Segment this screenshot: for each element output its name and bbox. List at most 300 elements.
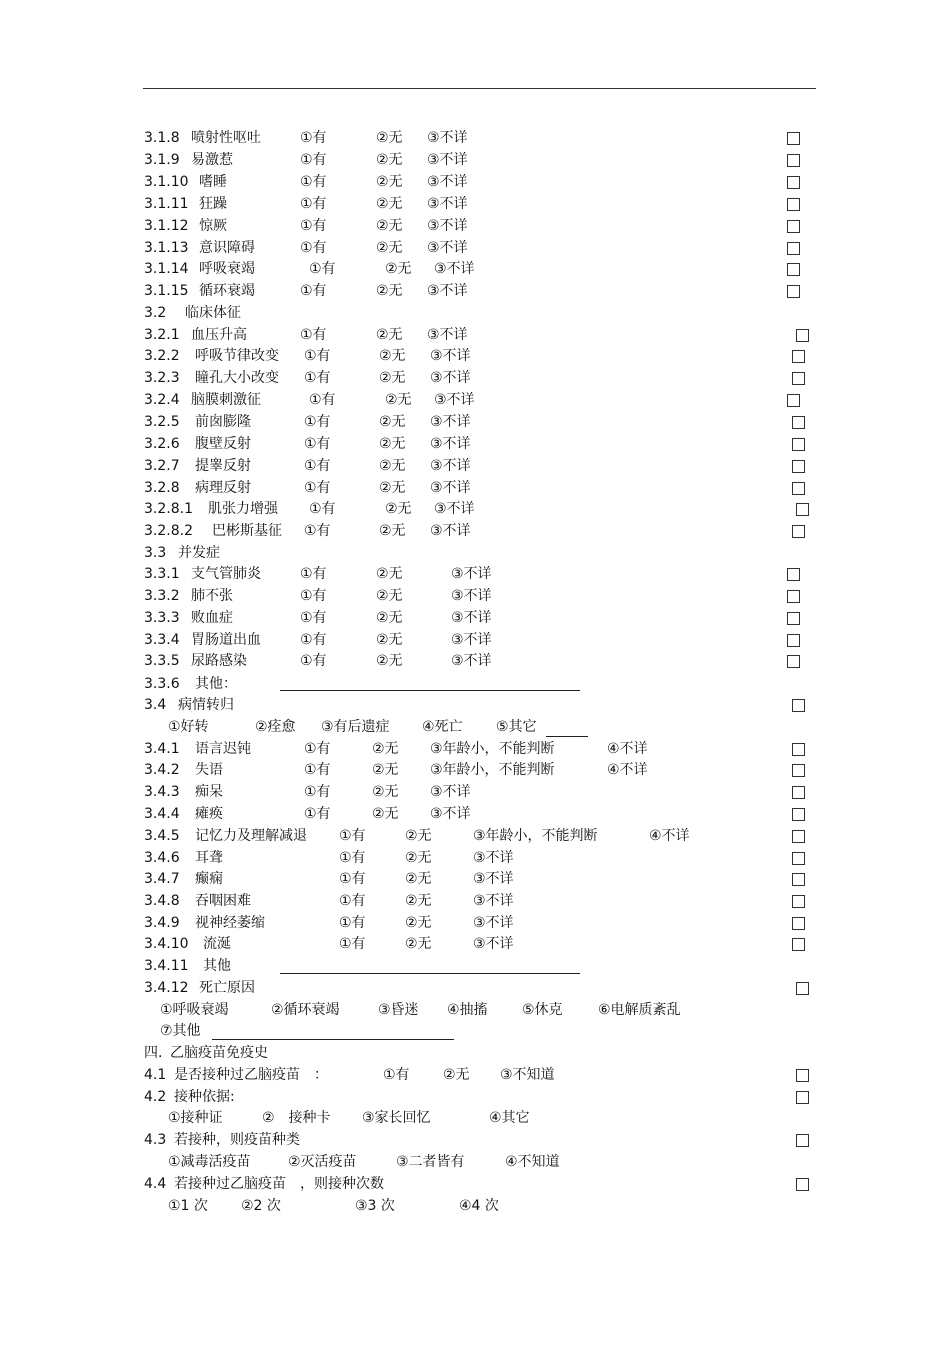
item-label: 提睾反射 xyxy=(195,458,251,474)
page-header-rule xyxy=(143,88,816,89)
answer-option[interactable]: ③年龄小，不能判断 xyxy=(430,741,555,757)
answer-checkbox[interactable] xyxy=(787,568,800,581)
item-number: 4.3 xyxy=(144,1132,167,1148)
answer-checkbox[interactable] xyxy=(787,154,800,167)
item-number: 3.4.7 xyxy=(144,871,180,887)
answer-option[interactable]: ①有 xyxy=(304,436,331,452)
item-number: 4.1 xyxy=(144,1067,167,1083)
answer-checkbox[interactable] xyxy=(792,699,805,712)
answer-option[interactable]: ②无 xyxy=(376,240,403,256)
answer-option[interactable]: ③不详 xyxy=(451,588,492,604)
item-label: 流涎 xyxy=(203,936,231,952)
answer-option[interactable]: ③不详 xyxy=(427,196,468,212)
answer-option[interactable]: ①有 xyxy=(300,240,327,256)
answer-option[interactable]: ①有 xyxy=(300,130,327,146)
answer-checkbox[interactable] xyxy=(796,503,809,516)
answer-option[interactable]: ①有 xyxy=(300,283,327,299)
answer-checkbox[interactable] xyxy=(792,372,805,385)
answer-option[interactable]: ②无 xyxy=(372,806,399,822)
form-row xyxy=(0,826,950,846)
answer-option[interactable]: ③不详 xyxy=(473,915,514,931)
item-label: 若接种过乙脑疫苗 ，则接种次数 xyxy=(174,1176,384,1192)
item-number: 3.2 xyxy=(144,305,167,321)
item-number: 3.1.13 xyxy=(144,240,189,256)
answer-option[interactable]: ④其它 xyxy=(489,1110,530,1126)
item-label: 瞳孔大小改变 xyxy=(195,370,279,386)
item-label: 肌张力增强 xyxy=(208,501,278,517)
answer-option[interactable]: ②无 xyxy=(376,196,403,212)
answer-option[interactable]: ②无 xyxy=(379,348,406,364)
answer-option[interactable]: ①有 xyxy=(339,850,366,866)
form-row xyxy=(0,804,950,824)
answer-option[interactable]: ② 接种卡 xyxy=(262,1110,331,1126)
item-number: 3.4.12 xyxy=(144,980,189,996)
answer-option[interactable]: ③昏迷 xyxy=(378,1002,419,1018)
item-number: 3.4.4 xyxy=(144,806,180,822)
item-number: 3.4.11 xyxy=(144,958,189,974)
item-label: 癫痫 xyxy=(195,871,223,887)
form-row xyxy=(0,934,950,954)
form-row xyxy=(0,259,950,279)
item-label: 尿路感染 xyxy=(191,653,247,669)
form-row xyxy=(0,782,950,802)
item-number: 3.4.5 xyxy=(144,828,180,844)
answer-option[interactable]: ③不详 xyxy=(430,436,471,452)
item-label: 记忆力及理解减退 xyxy=(195,828,307,844)
form-row xyxy=(0,478,950,498)
answer-option[interactable]: ②2 次 xyxy=(241,1198,281,1214)
item-number: 3.4 xyxy=(144,697,167,713)
answer-checkbox[interactable] xyxy=(792,852,805,865)
answer-option[interactable]: ②无 xyxy=(379,523,406,539)
form-row xyxy=(0,346,950,366)
answer-option[interactable]: ⑦其他 xyxy=(160,1023,201,1039)
answer-option[interactable]: ③不详 xyxy=(473,871,514,887)
item-label: 死亡原因 xyxy=(199,980,255,996)
answer-option[interactable]: ③不详 xyxy=(434,392,475,408)
answer-option[interactable]: ③不详 xyxy=(427,240,468,256)
answer-option[interactable]: ③不详 xyxy=(427,283,468,299)
item-number: 3.3.6 xyxy=(144,676,180,692)
answer-option[interactable]: ②无 xyxy=(379,414,406,430)
item-label: 脑膜刺激征 xyxy=(191,392,261,408)
answer-option[interactable]: ②无 xyxy=(379,370,406,386)
answer-checkbox[interactable] xyxy=(792,873,805,886)
item-number: 3.1.10 xyxy=(144,174,189,190)
answer-option[interactable]: ④不知道 xyxy=(505,1154,560,1170)
answer-option[interactable]: ②无 xyxy=(443,1067,470,1083)
answer-option[interactable]: ①有 xyxy=(300,632,327,648)
form-row xyxy=(0,1108,950,1128)
answer-option[interactable]: ②无 xyxy=(376,327,403,343)
answer-option[interactable]: ①有 xyxy=(304,784,331,800)
answer-option[interactable]: ①减毒活疫苗 xyxy=(168,1154,251,1170)
answer-option[interactable]: ①有 xyxy=(304,806,331,822)
answer-option[interactable]: ③不知道 xyxy=(500,1067,555,1083)
answer-option[interactable]: ②无 xyxy=(376,610,403,626)
answer-option[interactable]: ③不详 xyxy=(427,130,468,146)
answer-option[interactable]: ③不详 xyxy=(473,893,514,909)
answer-option[interactable]: ①有 xyxy=(300,218,327,234)
form-row xyxy=(0,368,950,388)
form-row xyxy=(0,521,950,541)
form-row xyxy=(0,128,950,148)
answer-option[interactable]: ①1 次 xyxy=(168,1198,208,1214)
answer-checkbox[interactable] xyxy=(792,786,805,799)
answer-option[interactable]: ②无 xyxy=(376,588,403,604)
answer-option[interactable]: ③不详 xyxy=(430,784,471,800)
form-row xyxy=(0,1043,950,1063)
answer-option[interactable]: ②无 xyxy=(385,501,412,517)
item-number: 3.4.10 xyxy=(144,936,189,952)
item-label: 前囱膨隆 xyxy=(195,414,251,430)
item-number: 3.1.14 xyxy=(144,261,189,277)
answer-checkbox[interactable] xyxy=(787,176,800,189)
answer-option[interactable]: ②无 xyxy=(379,458,406,474)
answer-option[interactable]: ①有 xyxy=(304,370,331,386)
item-number: 3.1.8 xyxy=(144,130,180,146)
item-label: 其他 xyxy=(203,958,231,974)
answer-option[interactable]: ①有 xyxy=(300,653,327,669)
answer-option[interactable]: ①呼吸衰竭 xyxy=(160,1002,229,1018)
fill-in-blank-line[interactable] xyxy=(280,690,580,691)
answer-checkbox[interactable] xyxy=(796,329,809,342)
item-number: 3.3.5 xyxy=(144,653,180,669)
answer-option[interactable]: ②无 xyxy=(405,850,432,866)
answer-option[interactable]: ③不详 xyxy=(451,632,492,648)
answer-option[interactable]: ③不详 xyxy=(430,806,471,822)
item-label: 痴呆 xyxy=(195,784,223,800)
answer-option[interactable]: ②无 xyxy=(379,436,406,452)
answer-checkbox[interactable] xyxy=(796,1091,809,1104)
item-label: 腹壁反射 xyxy=(195,436,251,452)
item-label: 嗜睡 xyxy=(199,174,227,190)
form-row xyxy=(0,216,950,236)
item-label: 耳聋 xyxy=(195,850,223,866)
answer-option[interactable]: ①有 xyxy=(383,1067,410,1083)
answer-option[interactable]: ③不详 xyxy=(430,414,471,430)
answer-checkbox[interactable] xyxy=(787,263,800,276)
answer-checkbox[interactable] xyxy=(796,1178,809,1191)
form-row xyxy=(0,630,950,650)
answer-checkbox[interactable] xyxy=(792,460,805,473)
item-label: 呼吸节律改变 xyxy=(195,348,279,364)
answer-option[interactable]: ②无 xyxy=(405,915,432,931)
answer-checkbox[interactable] xyxy=(792,938,805,951)
answer-option[interactable]: ①有 xyxy=(300,588,327,604)
answer-option[interactable]: ③不详 xyxy=(430,480,471,496)
item-label: 血压升高 xyxy=(191,327,247,343)
item-number: 3.2.1 xyxy=(144,327,180,343)
item-number: 3.2.7 xyxy=(144,458,180,474)
item-label: 其他： xyxy=(195,676,237,692)
answer-option[interactable]: ②无 xyxy=(376,653,403,669)
answer-option[interactable]: ③不详 xyxy=(430,370,471,386)
answer-option[interactable]: ①有 xyxy=(339,828,366,844)
item-label: 瘫痪 xyxy=(195,806,223,822)
answer-option[interactable]: ④抽搐 xyxy=(447,1002,488,1018)
answer-option[interactable]: ①有 xyxy=(304,458,331,474)
form-row xyxy=(0,194,950,214)
item-label: 循环衰竭 xyxy=(199,283,255,299)
form-row xyxy=(0,913,950,933)
answer-option[interactable]: ②无 xyxy=(405,893,432,909)
answer-option[interactable]: ①接种证 xyxy=(168,1110,223,1126)
answer-option[interactable]: ③不详 xyxy=(427,174,468,190)
answer-option[interactable]: ③有后遗症 xyxy=(321,719,390,735)
item-label: 是否接种过乙脑疫苗 ： xyxy=(174,1067,328,1083)
item-number: 3.2.5 xyxy=(144,414,180,430)
item-label: 失语 xyxy=(195,762,223,778)
answer-option[interactable]: ③不详 xyxy=(430,458,471,474)
item-label: 若接种，则疫苗种类 xyxy=(174,1132,300,1148)
answer-checkbox[interactable] xyxy=(787,590,800,603)
form-row xyxy=(0,238,950,258)
answer-option[interactable]: ②无 xyxy=(376,566,403,582)
answer-option[interactable]: ③不详 xyxy=(451,566,492,582)
answer-checkbox[interactable] xyxy=(792,808,805,821)
form-row xyxy=(0,281,950,301)
answer-option[interactable]: ③二者皆有 xyxy=(396,1154,465,1170)
item-number: 3.3 xyxy=(144,545,167,561)
item-label: 并发症 xyxy=(178,545,220,561)
answer-option[interactable]: ⑥电解质紊乱 xyxy=(598,1002,681,1018)
item-number: 3.4.2 xyxy=(144,762,180,778)
answer-option[interactable]: ①有 xyxy=(304,741,331,757)
item-number: 3.3.3 xyxy=(144,610,180,626)
item-label: 视神经萎缩 xyxy=(195,915,265,931)
answer-option[interactable]: ①好转 xyxy=(168,719,209,735)
answer-option[interactable]: ②无 xyxy=(376,632,403,648)
answer-option[interactable]: ③不详 xyxy=(430,523,471,539)
answer-option[interactable]: ②痊愈 xyxy=(255,719,296,735)
item-number: 3.1.12 xyxy=(144,218,189,234)
answer-option[interactable]: ①有 xyxy=(300,152,327,168)
form-row xyxy=(0,456,950,476)
form-row xyxy=(0,1152,950,1172)
answer-option[interactable]: ②无 xyxy=(376,283,403,299)
item-label: 意识障碍 xyxy=(199,240,255,256)
item-number: 3.2.8.1 xyxy=(144,501,193,517)
form-row xyxy=(0,1196,950,1216)
item-number: 3.1.15 xyxy=(144,283,189,299)
answer-option[interactable]: ①有 xyxy=(300,566,327,582)
answer-option[interactable]: ②无 xyxy=(376,218,403,234)
item-label: 胃肠道出血 xyxy=(191,632,261,648)
answer-option[interactable]: ④不详 xyxy=(607,741,648,757)
answer-checkbox[interactable] xyxy=(792,350,805,363)
answer-checkbox[interactable] xyxy=(787,242,800,255)
answer-option[interactable]: ①有 xyxy=(300,610,327,626)
answer-option[interactable]: ④不详 xyxy=(649,828,690,844)
item-label: 吞咽困难 xyxy=(195,893,251,909)
answer-checkbox[interactable] xyxy=(787,655,800,668)
answer-option[interactable]: ①有 xyxy=(304,523,331,539)
answer-option[interactable]: ③3 次 xyxy=(355,1198,395,1214)
item-number: 3.4.1 xyxy=(144,741,180,757)
item-number: 3.2.8.2 xyxy=(144,523,193,539)
item-number: 3.3.4 xyxy=(144,632,180,648)
form-row xyxy=(0,608,950,628)
item-label: 支气管肺炎 xyxy=(191,566,261,582)
answer-option[interactable]: ①有 xyxy=(339,893,366,909)
form-row xyxy=(0,891,950,911)
answer-option[interactable]: ③年龄小，不能判断 xyxy=(430,762,555,778)
item-number: 3.2.3 xyxy=(144,370,180,386)
answer-option[interactable]: ③不详 xyxy=(473,850,514,866)
fill-in-blank-line[interactable] xyxy=(546,736,588,737)
answer-checkbox[interactable] xyxy=(792,416,805,429)
form-row xyxy=(0,848,950,868)
answer-checkbox[interactable] xyxy=(787,634,800,647)
form-row xyxy=(0,434,950,454)
item-label: 呼吸衰竭 xyxy=(199,261,255,277)
answer-option[interactable]: ③不详 xyxy=(427,218,468,234)
answer-checkbox[interactable] xyxy=(792,830,805,843)
answer-option[interactable]: ②无 xyxy=(405,936,432,952)
answer-option[interactable]: ④死亡 xyxy=(422,719,463,735)
answer-option[interactable]: ⑤休克 xyxy=(522,1002,563,1018)
item-label: 语言迟钝 xyxy=(195,741,251,757)
item-number: 3.4.3 xyxy=(144,784,180,800)
item-number: 3.1.9 xyxy=(144,152,180,168)
form-row xyxy=(0,412,950,432)
answer-checkbox[interactable] xyxy=(787,612,800,625)
form-row xyxy=(0,1000,950,1020)
item-number: 3.2.2 xyxy=(144,348,180,364)
answer-option[interactable]: ②无 xyxy=(385,261,412,277)
answer-option[interactable]: ②无 xyxy=(376,152,403,168)
form-row xyxy=(0,390,950,410)
item-label: 败血症 xyxy=(191,610,233,626)
item-label: 狂躁 xyxy=(199,196,227,212)
item-number: 4.2 xyxy=(144,1089,167,1105)
form-row xyxy=(0,869,950,889)
answer-checkbox[interactable] xyxy=(792,482,805,495)
item-label: 病理反射 xyxy=(195,480,251,496)
answer-checkbox[interactable] xyxy=(792,743,805,756)
answer-option[interactable]: ②无 xyxy=(376,130,403,146)
answer-checkbox[interactable] xyxy=(787,394,800,407)
form-row xyxy=(0,586,950,606)
answer-option[interactable]: ③不详 xyxy=(451,610,492,626)
answer-option[interactable]: ①有 xyxy=(309,392,336,408)
item-label: 惊厥 xyxy=(199,218,227,234)
form-row xyxy=(0,674,950,694)
answer-option[interactable]: ①有 xyxy=(304,480,331,496)
answer-checkbox[interactable] xyxy=(796,982,809,995)
item-label: 巴彬斯基征 xyxy=(212,523,282,539)
answer-option[interactable]: ②无 xyxy=(372,784,399,800)
answer-option[interactable]: ②灭活疫苗 xyxy=(288,1154,357,1170)
answer-option[interactable]: ③不详 xyxy=(427,152,468,168)
answer-checkbox[interactable] xyxy=(787,132,800,145)
answer-option[interactable]: ③不详 xyxy=(434,501,475,517)
answer-option[interactable]: ③不详 xyxy=(430,348,471,364)
answer-option[interactable]: ①有 xyxy=(300,174,327,190)
item-number: 3.3.2 xyxy=(144,588,180,604)
item-number: 3.2.8 xyxy=(144,480,180,496)
answer-checkbox[interactable] xyxy=(796,1069,809,1082)
fill-in-blank-line[interactable] xyxy=(280,973,580,974)
item-number: 3.4.9 xyxy=(144,915,180,931)
answer-option[interactable]: ②无 xyxy=(379,480,406,496)
answer-option[interactable]: ②循环衰竭 xyxy=(271,1002,340,1018)
answer-option[interactable]: ①有 xyxy=(304,414,331,430)
answer-option[interactable]: ①有 xyxy=(309,501,336,517)
answer-option[interactable]: ④4 次 xyxy=(459,1198,499,1214)
answer-checkbox[interactable] xyxy=(792,525,805,538)
answer-checkbox[interactable] xyxy=(796,1134,809,1147)
answer-option[interactable]: ①有 xyxy=(339,915,366,931)
answer-option[interactable]: ③不详 xyxy=(451,653,492,669)
fill-in-blank-line[interactable] xyxy=(212,1039,454,1040)
item-label: 肺不张 xyxy=(191,588,233,604)
answer-option[interactable]: ③不详 xyxy=(427,327,468,343)
form-row xyxy=(0,651,950,671)
item-label: 病情转归 xyxy=(178,697,234,713)
answer-option[interactable]: ④不详 xyxy=(607,762,648,778)
form-row xyxy=(0,1021,950,1041)
form-row xyxy=(0,695,950,715)
answer-option[interactable]: ②无 xyxy=(385,392,412,408)
answer-option[interactable]: ①有 xyxy=(304,348,331,364)
answer-checkbox[interactable] xyxy=(792,438,805,451)
answer-checkbox[interactable] xyxy=(792,917,805,930)
answer-checkbox[interactable] xyxy=(792,895,805,908)
answer-option[interactable]: ①有 xyxy=(300,196,327,212)
form-row xyxy=(0,760,950,780)
form-row xyxy=(0,150,950,170)
answer-option[interactable]: ③不详 xyxy=(434,261,475,277)
form-row xyxy=(0,739,950,759)
answer-option[interactable]: ②无 xyxy=(372,762,399,778)
answer-checkbox[interactable] xyxy=(792,764,805,777)
form-row xyxy=(0,717,950,737)
form-row xyxy=(0,172,950,192)
answer-checkbox[interactable] xyxy=(787,198,800,211)
answer-option[interactable]: ①有 xyxy=(304,762,331,778)
answer-option[interactable]: ①有 xyxy=(300,327,327,343)
form-row xyxy=(0,564,950,584)
form-row xyxy=(0,303,950,323)
answer-option[interactable]: ②无 xyxy=(405,828,432,844)
item-label: 乙脑疫苗免疫史 xyxy=(170,1045,268,1061)
item-label: 易激惹 xyxy=(191,152,233,168)
answer-option[interactable]: ②无 xyxy=(376,174,403,190)
form-row xyxy=(0,543,950,563)
item-label: 接种依据: xyxy=(174,1089,235,1105)
answer-option[interactable]: ①有 xyxy=(339,871,366,887)
answer-option[interactable]: ③家长回忆 xyxy=(362,1110,431,1126)
item-number: 3.4.6 xyxy=(144,850,180,866)
answer-option[interactable]: ②无 xyxy=(405,871,432,887)
item-number: 3.4.8 xyxy=(144,893,180,909)
answer-option[interactable]: ③不详 xyxy=(473,936,514,952)
answer-checkbox[interactable] xyxy=(787,220,800,233)
item-number: 4.4 xyxy=(144,1176,167,1192)
answer-option[interactable]: ②无 xyxy=(372,741,399,757)
answer-option[interactable]: ①有 xyxy=(339,936,366,952)
answer-option[interactable]: ①有 xyxy=(309,261,336,277)
item-number: 四. xyxy=(144,1045,163,1061)
item-number: 3.3.1 xyxy=(144,566,180,582)
answer-option[interactable]: ③年龄小，不能判断 xyxy=(473,828,598,844)
item-number: 3.1.11 xyxy=(144,196,189,212)
answer-option[interactable]: ⑤其它 xyxy=(496,719,537,735)
item-label: 喷射性呕吐 xyxy=(191,130,261,146)
answer-checkbox[interactable] xyxy=(787,285,800,298)
